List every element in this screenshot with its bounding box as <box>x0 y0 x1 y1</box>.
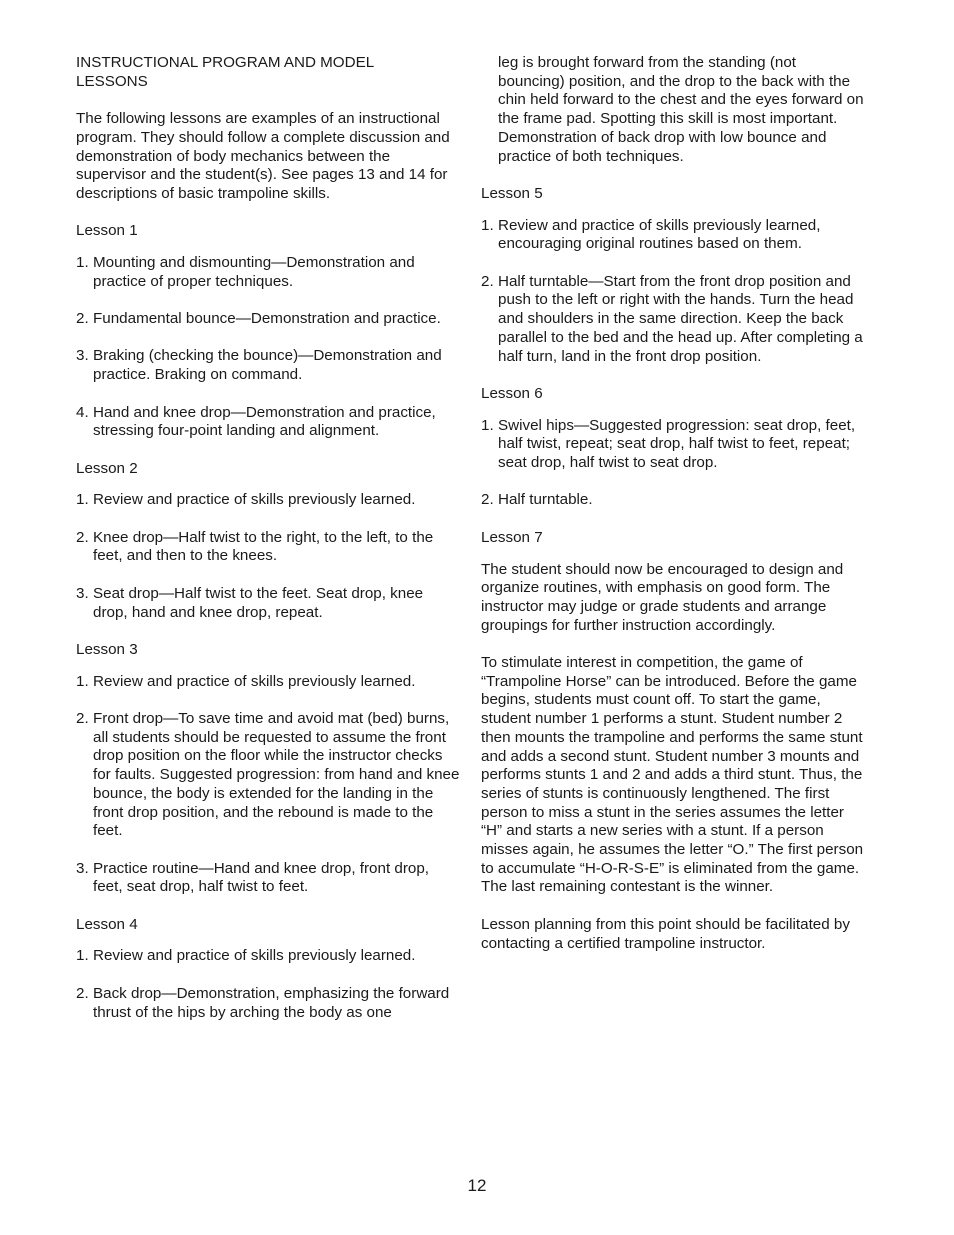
lesson-2-item <box>76 585 461 622</box>
lesson-2-item <box>76 491 461 510</box>
item-text: Review and practice of skills previously learned. <box>93 672 416 690</box>
lesson-4-item <box>76 985 461 1022</box>
item-number: 1. <box>76 947 89 965</box>
lesson-7-title: Lesson 7 <box>481 528 543 546</box>
item-number: 1. <box>76 254 89 271</box>
lesson-6-item <box>481 417 866 473</box>
lesson-7-paragraph: To stimulate interest in competition, the game of “Trampoline Horse” can be introduced. Before the game begins, students must count off. To start the game, student number 1 performs a stunt. Student number 2 then mounts the trampoline and performs the same stunt and adds a second stunt. Student number 3 mounts and performs stunts 1 and 2 and adds a third stunt. Thus, the series of stunts is continuously lengthened. The first person to miss a stunt in the series assumes the letter “H” and starts a new series with a stunt. If a person misses again, he assumes the letter “O.” The first person to accumulate “H-O-R-S-E” is eliminated from the game. The last remaining contestant is the winner. <box>481 654 864 896</box>
item-text: Review and practice of skills previously learned. <box>93 947 416 965</box>
item-text: Braking (checking the bounce)—Demonstration and practice. Braking on command. <box>93 347 442 384</box>
lesson-1-title: Lesson 1 <box>76 222 138 240</box>
lesson-3-title: Lesson 3 <box>76 640 138 658</box>
lesson-1-item <box>76 254 461 291</box>
item-number: 3. <box>76 584 89 602</box>
lesson-4-title: Lesson 4 <box>76 915 138 933</box>
item-text: Swivel hips—Suggested progression: seat drop, feet, half twist, repeat; seat drop, half twist to feet, repeat; seat drop, half twist to seat drop. <box>498 416 856 472</box>
item-number: 2. <box>76 984 89 1002</box>
item-number: 1. <box>76 672 89 690</box>
item-text: Back drop—Demonstration, emphasizing the forward thrust of the hips by arching the body as one <box>93 984 450 1021</box>
left-column <box>76 54 461 1041</box>
item-text: Fundamental bounce—Demonstration and practice. <box>93 310 441 328</box>
lesson-6-title: Lesson 6 <box>481 384 543 402</box>
lesson-1-item <box>76 404 461 441</box>
page-number: 12 <box>467 1176 487 1195</box>
item-number: 2. <box>76 528 89 546</box>
item-number: 2. <box>481 272 494 290</box>
section-heading: INSTRUCTIONAL PROGRAM AND MODEL LESSONS <box>76 54 375 90</box>
item-number: 1. <box>481 416 494 434</box>
lesson-3-item <box>76 710 461 841</box>
item-number: 3. <box>76 347 89 365</box>
lesson-3-item <box>76 673 461 692</box>
item-text: Seat drop—Half twist to the feet. Seat drop, knee drop, hand and knee drop, repeat. <box>93 584 424 621</box>
intro-paragraph: The following lessons are examples of an instructional program. They should follow a complete discussion and demonstration of body mechanics between the supervisor and the student(s). See pages 13 and 14 for descriptions of basic trampoline skills. <box>76 110 450 202</box>
lesson-5-item <box>481 217 866 254</box>
item-number: 3. <box>76 859 89 877</box>
item-text: Review and practice of skills previously learned. <box>93 491 416 509</box>
lesson-4-item <box>76 947 461 966</box>
lesson-1-item <box>76 310 461 329</box>
item-text: Review and practice of skills previously learned, encouraging original routines based on them. <box>498 216 821 253</box>
item-text: Mounting and dismounting—Demonstration and practice of proper techniques. <box>93 254 415 290</box>
item-text: Front drop—To save time and avoid mat (bed) burns, all students should be requested to assume the front drop position on the floor while the instructor checks for faults. Suggested progression: from hand and knee bounce, the body is extended for the landing in the front drop position, and the rebound is made to the feet. <box>93 710 460 840</box>
lesson-2-title: Lesson 2 <box>76 459 138 477</box>
item-text: Hand and knee drop—Demonstration and practice, stressing four-point landing and alignment. <box>93 403 436 440</box>
item-text: Half turntable. <box>498 491 593 509</box>
item-text: Practice routine—Hand and knee drop, front drop, feet, seat drop, half twist to feet. <box>93 859 430 896</box>
lesson-3-item <box>76 860 461 897</box>
lesson-6-item <box>481 491 866 510</box>
item-text: Half turntable—Start from the front drop position and push to the left or right with the hands. Turn the head and shoulders in the same direction. Keep the back parallel to the bed and the head up. After completing a half turn, land in the front drop position. <box>498 272 863 365</box>
lesson-1-item <box>76 347 461 384</box>
item-text: Knee drop—Half twist to the right, to the left, to the feet, and then to the knees. <box>93 528 434 565</box>
item-number: 2. <box>76 710 89 728</box>
lesson-4-item-continuation: leg is brought forward from the standing (not bouncing) position, and the drop to the back with the chin held forward to the chest and the eyes forward on the frame pad. Spotting this skill is most important. Demonstration of back drop with low bounce and practice of both techniques. <box>498 54 864 165</box>
right-column <box>481 54 866 972</box>
item-number: 1. <box>481 216 494 234</box>
item-number: 1. <box>76 491 89 509</box>
lesson-7-paragraph: Lesson planning from this point should be facilitated by contacting a certified trampoline instructor. <box>481 915 850 952</box>
item-number: 2. <box>76 310 89 328</box>
lesson-5-title: Lesson 5 <box>481 184 543 202</box>
item-number: 2. <box>481 491 494 509</box>
lesson-7-paragraph: The student should now be encouraged to design and organize routines, with emphasis on good form. The instructor may judge or grade students and arrange groupings for further instruction accordingly. <box>481 560 844 634</box>
item-number: 4. <box>76 403 89 421</box>
lesson-5-item <box>481 273 866 367</box>
lesson-2-item <box>76 529 461 566</box>
